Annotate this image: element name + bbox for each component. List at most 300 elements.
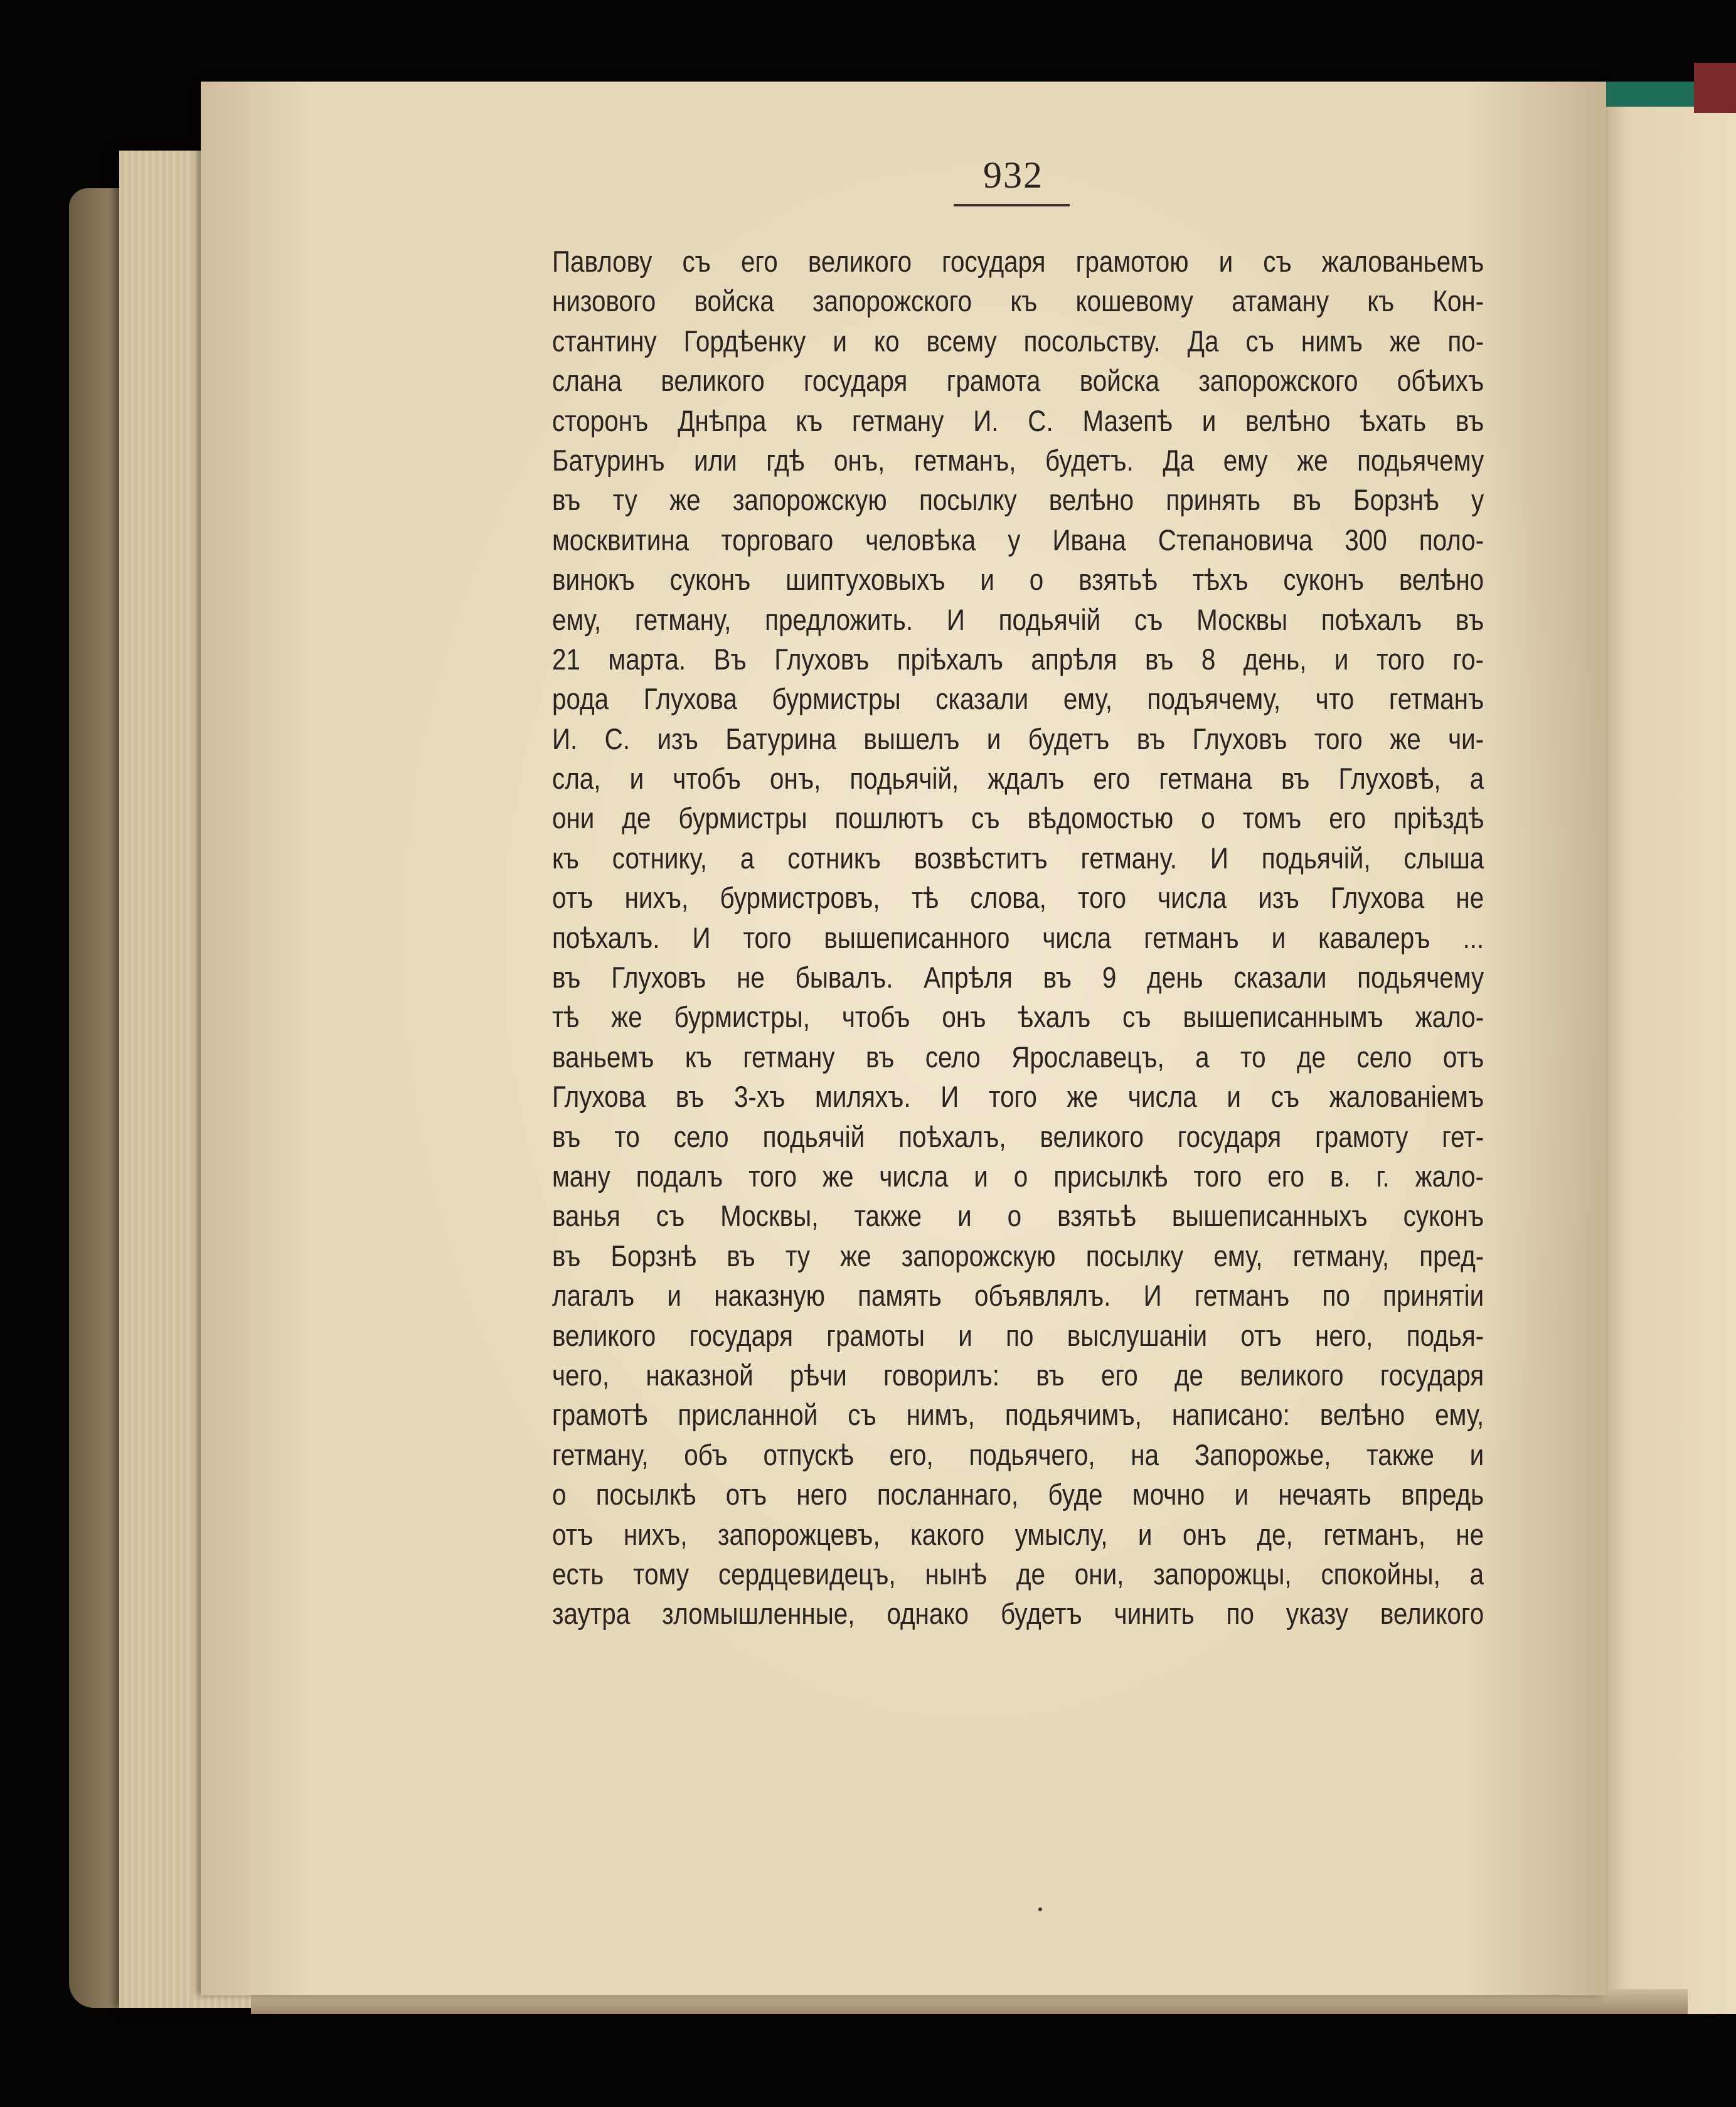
text-word: И <box>692 920 711 954</box>
text-word: вышеписанного <box>824 920 1010 954</box>
text-word: по <box>1226 1597 1254 1631</box>
text-word: Мазепѣ <box>1082 403 1173 437</box>
text-word: его <box>1267 1159 1305 1193</box>
text-word: наказной <box>646 1358 754 1392</box>
text-word: тѣ <box>911 881 939 915</box>
text-word: Глухова <box>552 1080 646 1114</box>
text-word: 300 <box>1345 523 1387 557</box>
text-word: же <box>1297 443 1328 477</box>
text-word: Да <box>1163 443 1195 477</box>
text-word: Да <box>1187 324 1219 358</box>
text-word: грамотѣ <box>552 1398 648 1432</box>
text-word: написано: <box>1171 1398 1290 1432</box>
text-word: ванья <box>552 1199 620 1233</box>
text-word: гетману, <box>634 602 732 636</box>
text-word: бурмистры <box>772 682 901 716</box>
text-word: выслушаніи <box>1067 1318 1208 1352</box>
text-word: жалованьемъ <box>1321 245 1484 278</box>
text-word: И. <box>552 722 578 755</box>
text-word: его <box>1329 801 1366 835</box>
text-word: а <box>740 841 755 875</box>
text-word: кавалеръ <box>1318 920 1430 954</box>
page-number-rule <box>954 204 1070 206</box>
text-word: отъ <box>1442 1040 1484 1074</box>
text-word: рода <box>552 682 609 716</box>
text-word: лагалъ <box>552 1279 635 1313</box>
text-word: жало- <box>1415 1159 1484 1193</box>
text-word: взятьѣ <box>1057 1199 1136 1233</box>
page-number: 932 <box>983 154 1043 196</box>
text-word: и <box>1234 1478 1249 1512</box>
text-word: его, <box>889 1438 934 1471</box>
text-word: г. <box>1376 1159 1390 1193</box>
text-word: того <box>1193 1159 1242 1193</box>
text-word: Борзнѣ <box>1353 483 1439 517</box>
text-word: ему, <box>552 602 602 636</box>
text-word: и <box>986 722 1001 755</box>
text-word: въ <box>552 961 581 995</box>
text-word: объявлялъ. <box>974 1279 1111 1313</box>
ink-speck <box>1038 1907 1042 1911</box>
text-word: въ <box>1144 642 1174 676</box>
text-word: ... <box>1462 920 1484 954</box>
text-word: изъ <box>657 722 698 755</box>
text-word: въ <box>1455 403 1484 437</box>
text-word: въ <box>727 1239 755 1272</box>
text-word: государя <box>1380 1358 1484 1392</box>
text-word: что <box>1315 682 1355 716</box>
text-word: человѣка <box>865 523 976 557</box>
text-word: умыслу, <box>1014 1517 1108 1551</box>
text-word: обѣихъ <box>1397 364 1484 398</box>
text-word: изъ <box>1258 881 1299 915</box>
text-word: Кон- <box>1432 284 1484 318</box>
text-word: посланнаго, <box>876 1478 1019 1512</box>
text-word: велѣно <box>1398 563 1484 597</box>
text-word: нихъ, <box>624 881 689 915</box>
text-word: по <box>1322 1279 1350 1313</box>
text-word: подьячій <box>762 1119 865 1153</box>
text-word: говорилъ: <box>883 1358 1000 1392</box>
text-word: съ <box>1122 1000 1151 1034</box>
text-word: они <box>552 801 595 835</box>
text-word: онъ <box>1182 1517 1227 1551</box>
text-word: суконъ <box>1403 1199 1484 1233</box>
text-word: село <box>673 1119 729 1153</box>
text-word: него, <box>1315 1318 1373 1352</box>
text-word: подалъ <box>636 1159 723 1193</box>
text-line <box>552 401 1484 440</box>
text-word: однако <box>887 1597 969 1631</box>
text-word: чего, <box>552 1358 610 1392</box>
text-word: а <box>1469 1557 1484 1591</box>
text-word: гдѣ <box>766 443 805 477</box>
text-word: зломышленные, <box>662 1597 855 1631</box>
text-line <box>552 1355 1484 1395</box>
text-word: рѣчи <box>789 1358 847 1392</box>
text-word: гетману <box>743 1040 835 1074</box>
text-word: на <box>1131 1438 1159 1471</box>
text-word: съ <box>1245 324 1274 358</box>
text-line <box>552 1196 1484 1235</box>
text-word: гетмана <box>1159 762 1252 796</box>
text-word: слана <box>552 364 622 398</box>
text-word: запорожского <box>1198 364 1358 398</box>
text-word: въ <box>1455 602 1484 636</box>
text-word: запорожского <box>812 284 972 318</box>
text-word: въ <box>1136 722 1166 755</box>
text-word: бурмистровъ, <box>720 881 880 915</box>
text-word: и <box>974 1159 988 1193</box>
text-word: 21 <box>552 642 580 676</box>
text-word: и <box>1271 920 1286 954</box>
text-word: винокъ <box>552 563 635 597</box>
text-word: бурмистры, <box>674 1000 810 1034</box>
text-word: какого <box>910 1517 985 1551</box>
text-word: запорожскую <box>901 1239 1056 1272</box>
text-word: будетъ <box>1028 722 1110 755</box>
text-word: нимъ, <box>906 1398 975 1432</box>
text-word: Степановича <box>1158 523 1313 557</box>
text-word: впредь <box>1401 1478 1484 1512</box>
text-word: С. <box>604 722 631 755</box>
text-word: великого <box>552 1318 656 1352</box>
text-word: же <box>669 483 701 517</box>
text-word: его <box>1100 1358 1138 1392</box>
text-word: посольству. <box>1023 324 1161 358</box>
text-line <box>552 242 1484 281</box>
text-word: торговаго <box>721 523 834 557</box>
text-line <box>552 1077 1484 1116</box>
text-word: Глуховѣ, <box>1338 762 1441 796</box>
text-word: ту <box>785 1239 811 1272</box>
text-word: того <box>743 920 792 954</box>
text-word: бывалъ. <box>795 961 893 995</box>
text-word: онъ, <box>770 762 821 796</box>
text-word: миляхъ. <box>815 1080 911 1114</box>
text-line <box>552 1037 1484 1077</box>
text-line <box>552 957 1484 997</box>
text-word: или <box>693 443 737 477</box>
text-word: по <box>1006 1318 1034 1352</box>
text-word: подьячему <box>1357 443 1484 477</box>
text-line <box>552 1515 1484 1554</box>
text-word: съ <box>971 801 1000 835</box>
text-word: къ <box>796 403 823 437</box>
text-word: вышеписанныхъ <box>1171 1199 1368 1233</box>
text-word: къ <box>684 1040 712 1074</box>
text-word: указу <box>1286 1597 1348 1631</box>
text-word: грамотою <box>1075 245 1189 278</box>
text-word: подьячій, <box>1261 841 1371 875</box>
text-word: и <box>629 762 644 796</box>
text-word: то <box>614 1119 640 1153</box>
text-word: де <box>1297 1040 1326 1074</box>
text-word: въ <box>1292 483 1321 517</box>
text-word: съ <box>656 1199 685 1233</box>
text-word: отпускѣ <box>763 1438 854 1471</box>
text-word: гетманъ, <box>913 443 1016 477</box>
text-word: сердцевидецъ, <box>718 1557 896 1591</box>
text-word: гетманъ <box>1388 682 1484 716</box>
text-word: ждалъ <box>988 762 1065 796</box>
text-word: гетманъ <box>1194 1279 1290 1313</box>
text-word: и <box>1137 1517 1153 1551</box>
text-word: и <box>1227 1080 1242 1114</box>
text-word: жало- <box>1415 1000 1484 1034</box>
text-word: буде <box>1048 1478 1103 1512</box>
text-line <box>552 600 1484 639</box>
text-word: государя <box>942 245 1046 278</box>
text-word: ему <box>1223 443 1268 477</box>
text-word: того <box>1314 722 1363 755</box>
text-word: запорожцевъ, <box>717 1517 880 1551</box>
text-word: чтобъ <box>673 762 741 796</box>
text-word: присылкѣ <box>1053 1159 1168 1193</box>
text-line <box>552 719 1484 759</box>
text-word: вѣдомостью <box>1027 801 1174 835</box>
text-word: въ <box>552 483 581 517</box>
text-word: сотнику, <box>612 841 708 875</box>
text-word: слыша <box>1403 841 1484 875</box>
text-word: съ <box>682 245 711 278</box>
text-word: войска <box>694 284 774 318</box>
text-word: подьячимъ, <box>1004 1398 1142 1432</box>
text-word: числа <box>1158 881 1227 915</box>
text-word: день <box>1147 961 1203 995</box>
text-word: же <box>1390 722 1421 755</box>
text-word: Глуховъ <box>1192 722 1287 755</box>
text-word: и <box>1201 403 1217 437</box>
text-word: того <box>1376 642 1425 676</box>
text-word: чинить <box>1114 1597 1195 1631</box>
text-word: подьячій <box>998 602 1101 636</box>
text-word: есть <box>552 1557 604 1591</box>
text-word: день, <box>1243 642 1307 676</box>
text-word: суконъ <box>1283 563 1364 597</box>
text-word: же <box>822 1159 854 1193</box>
text-word: грамоту <box>1315 1119 1409 1153</box>
text-line <box>552 361 1484 400</box>
text-word: Днѣпра <box>678 403 767 437</box>
text-word: подья- <box>1406 1318 1484 1352</box>
text-word: грамоты <box>826 1318 925 1352</box>
text-word: чтобъ <box>841 1000 910 1034</box>
text-word: апрѣля <box>1031 642 1117 676</box>
text-word: гетману, <box>1292 1239 1390 1272</box>
text-word: и <box>833 324 847 358</box>
text-word: также <box>854 1199 922 1233</box>
text-word: и <box>1218 245 1233 278</box>
text-word: числа <box>1127 1080 1197 1114</box>
text-word: стантину <box>552 324 657 358</box>
text-word: гетману <box>852 403 944 437</box>
text-word: а <box>1469 762 1484 796</box>
text-word: то <box>1240 1040 1266 1074</box>
text-line <box>552 759 1484 798</box>
text-word: память <box>858 1279 942 1313</box>
text-word: вышеписаннымъ <box>1183 1000 1383 1034</box>
text-word: посылку <box>919 483 1017 517</box>
text-word: Борзнѣ <box>610 1239 697 1272</box>
text-word: войска <box>1079 364 1160 398</box>
text-word: велѣно <box>1319 1398 1405 1432</box>
text-word: де <box>622 801 651 835</box>
text-word: Глухова <box>1331 881 1425 915</box>
text-word: ману <box>552 1159 610 1193</box>
text-word: село <box>925 1040 981 1074</box>
text-word: въ <box>865 1040 895 1074</box>
text-word: къ <box>552 841 579 875</box>
text-line <box>552 1554 1484 1594</box>
text-word: а <box>1195 1040 1210 1074</box>
text-word: сотникъ <box>787 841 881 875</box>
text-line <box>552 1316 1484 1355</box>
text-word: 3-хъ <box>733 1080 785 1114</box>
text-line <box>552 480 1484 520</box>
text-word: спокойны, <box>1321 1557 1440 1591</box>
text-word: же <box>1389 324 1421 358</box>
text-word: тѣ <box>552 1000 580 1034</box>
text-word: подьячій, <box>849 762 959 796</box>
text-word: же <box>611 1000 642 1034</box>
text-word: великого <box>1040 1119 1144 1153</box>
text-word: сказали <box>935 682 1029 716</box>
text-word: И <box>940 1080 959 1114</box>
text-word: го- <box>1452 642 1484 676</box>
text-word: въ <box>552 1239 581 1272</box>
text-word: пошлютъ <box>834 801 944 835</box>
text-word: пріѣздѣ <box>1393 801 1484 835</box>
text-word: государя <box>689 1318 793 1352</box>
text-word: грамота <box>946 364 1041 398</box>
text-line <box>552 918 1484 957</box>
text-word: отъ <box>725 1478 767 1512</box>
text-line <box>552 560 1484 599</box>
text-word: государя <box>1177 1119 1282 1153</box>
text-word: будетъ. <box>1045 443 1134 477</box>
text-line <box>552 1594 1484 1633</box>
text-word: у <box>1008 523 1021 557</box>
text-word: Павлову <box>552 245 652 278</box>
text-word: И. <box>973 403 999 437</box>
text-word: гетманъ <box>1144 920 1239 954</box>
text-word: кошевому <box>1075 284 1193 318</box>
text-word: числа <box>879 1159 949 1193</box>
text-word: де <box>1016 1557 1045 1591</box>
text-line <box>552 1276 1484 1315</box>
text-word: подьячего, <box>969 1438 1095 1471</box>
text-word: и <box>958 1318 972 1352</box>
text-line <box>552 1156 1484 1196</box>
text-word: поло- <box>1419 523 1484 557</box>
text-word: въ <box>1043 961 1072 995</box>
text-word: возвѣститъ <box>913 841 1048 875</box>
text-word: него <box>796 1478 848 1512</box>
text-word: Въ <box>713 642 747 676</box>
text-word: съ <box>1263 245 1292 278</box>
text-line <box>552 281 1484 321</box>
text-word: также <box>1366 1438 1434 1471</box>
text-word: Ярославецъ, <box>1011 1040 1164 1074</box>
text-word: сла, <box>552 762 601 796</box>
text-word: сказали <box>1233 961 1327 995</box>
text-word: поѣхалъ, <box>898 1119 1006 1153</box>
text-word: съ <box>1134 602 1163 636</box>
text-word: въ <box>552 1119 581 1153</box>
text-word: гетманъ, <box>1323 1517 1425 1551</box>
text-word: Глуховъ <box>611 961 706 995</box>
text-line <box>552 321 1484 361</box>
text-word: въ <box>1281 762 1310 796</box>
text-word: низового <box>552 284 656 318</box>
text-line <box>552 440 1484 480</box>
text-word: того <box>748 1159 797 1193</box>
text-word: Ивана <box>1052 523 1126 557</box>
text-word: онъ <box>942 1000 986 1034</box>
text-word: не <box>1456 1517 1484 1551</box>
text-word: того <box>1078 881 1126 915</box>
text-word: нечаять <box>1278 1478 1371 1512</box>
text-word: И <box>1143 1279 1162 1313</box>
text-line <box>552 679 1484 718</box>
text-word: и <box>1469 1438 1484 1471</box>
text-word: вышелъ <box>863 722 960 755</box>
text-word: гет- <box>1442 1119 1484 1153</box>
text-line <box>552 639 1484 679</box>
text-word: мочно <box>1132 1478 1205 1512</box>
text-word: будетъ <box>1000 1597 1082 1631</box>
text-line <box>552 1395 1484 1434</box>
text-word: онъ, <box>834 443 885 477</box>
text-word: Апрѣля <box>924 961 1013 995</box>
text-word: и <box>980 563 994 597</box>
text-word: 9 <box>1102 961 1117 995</box>
text-word: великого <box>1240 1358 1344 1392</box>
text-word: Москвы <box>1196 602 1288 636</box>
text-word: нынѣ <box>925 1557 988 1591</box>
text-word: къ <box>1010 284 1038 318</box>
text-word: съ <box>848 1398 876 1432</box>
text-word: ему, <box>1213 1239 1263 1272</box>
text-word: поѣхалъ. <box>552 920 660 954</box>
text-line <box>552 838 1484 878</box>
text-word: велѣно <box>1245 403 1331 437</box>
text-word: его <box>1093 762 1131 796</box>
text-word: ему, <box>1435 1398 1484 1432</box>
text-word: отъ <box>1240 1318 1282 1352</box>
text-word: де <box>1174 1358 1204 1392</box>
text-word: отъ <box>552 1517 594 1551</box>
body-text <box>552 242 1484 1634</box>
text-word: И <box>1210 841 1228 875</box>
text-word: тому <box>633 1557 690 1591</box>
text-word: ѣхалъ <box>1018 1000 1091 1034</box>
text-word: не <box>737 961 765 995</box>
text-word: государя <box>804 364 908 398</box>
text-word: въ <box>675 1080 705 1114</box>
text-word: подъячему, <box>1147 682 1281 716</box>
text-word: о <box>1029 563 1044 597</box>
text-word: не <box>1456 881 1484 915</box>
text-word: И <box>946 602 965 636</box>
text-word: гетману, <box>552 1438 649 1471</box>
text-word: числа <box>1042 920 1112 954</box>
text-word: всему <box>926 324 997 358</box>
text-word: посылкѣ <box>595 1478 696 1512</box>
text-word: жалованіемъ <box>1329 1080 1484 1114</box>
text-word: гетману. <box>1080 841 1177 875</box>
